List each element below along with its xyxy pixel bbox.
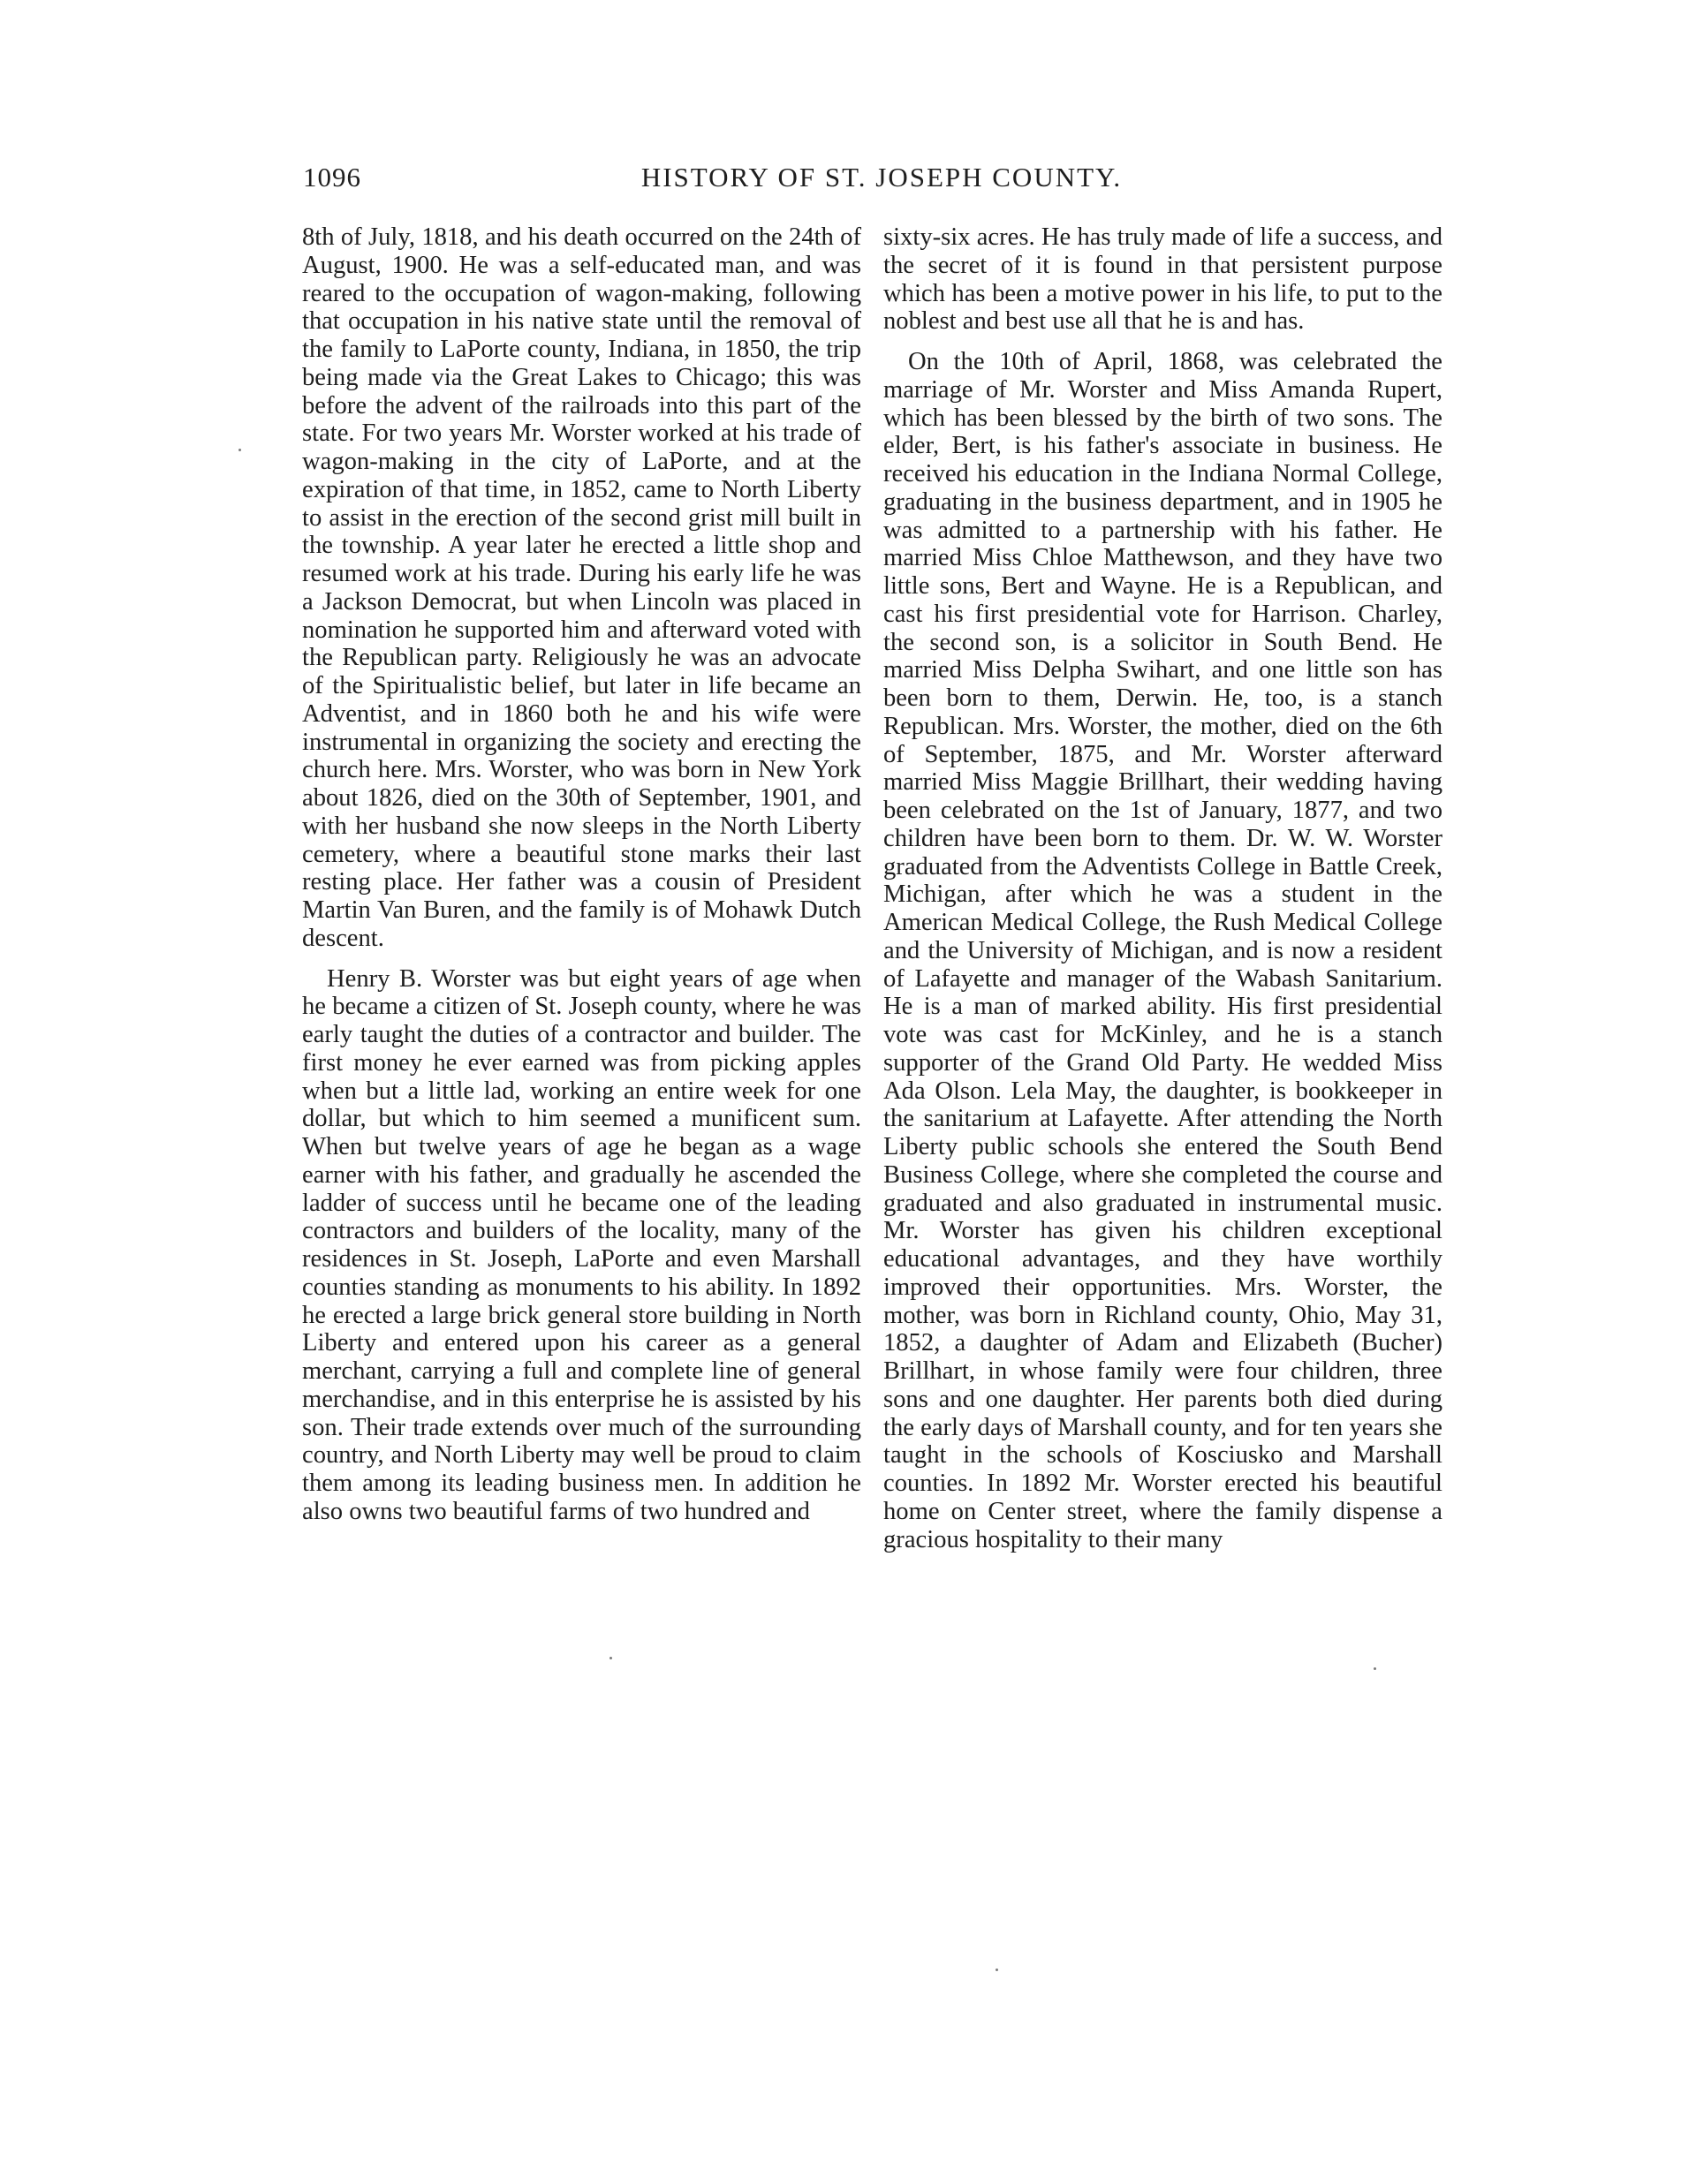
page-header: [303, 162, 1425, 202]
page-number: 1096: [303, 162, 361, 193]
left-column: [302, 223, 861, 1526]
left-paragraph-1: 8th of July, 1818, and his death occurred on the 24th of August, 1900. He was a self-educated man, and was reared to the occupation of wagon-making, following that occupation in his native state until the removal of the family to LaPorte county, Indiana, in 1850, the trip being made via the Great Lakes to Chicago; this was before the advent of the railroads into this part of the state. For two years Mr. Worster worked at his trade of wagon-making in the city of LaPorte, and at the expiration of that time, in 1852, came to North Liberty to assist in the erection of the second grist mill built in the township. A year later he erected a little shop and resumed work at his trade. During his early life he was a Jackson Democrat, but when Lincoln was placed in nomination he supported him and afterward voted with the Republican party. Religiously he was an advocate of the Spiritualistic belief, but later in life became an Adventist, and in 1860 both he and his wife were instrumental in organizing the society and erecting the church here. Mrs. Worster, who was born in New York about 1826, died on the 30th of September, 1901, and with her husband she now sleeps in the North Liberty cemetery, where a beautiful stone marks their last resting place. Her father was a cousin of President Martin Van Buren, and the family is of Mohawk Dutch descent.: [302, 223, 861, 952]
paper-speck: [1374, 1667, 1376, 1670]
running-title: HISTORY OF ST. JOSEPH COUNTY.: [640, 162, 1123, 193]
left-paragraph-2: Henry B. Worster was but eight years of age when he became a citizen of St. Joseph county, where he was early taught the duties of a contractor and builder. The first money he ever earned was from picking apples when but a little lad, working an entire week for one dollar, but which to him seemed a munificent sum. When but twelve years of age he began as a wage earner with his father, and gradually he ascended the ladder of success until he became one of the leading contractors and builders of the locality, many of the residences in St. Joseph, LaPorte and even Marshall counties standing as monuments to his ability. In 1892 he erected a large brick general store building in North Liberty and entered upon his career as a general merchant, carrying a full and complete line of general merchandise, and in this enterprise he is assisted by his son. Their trade extends over much of the surrounding country, and North Liberty may well be proud to claim them among its leading business men. In addition he also owns two beautiful farms of two hundred and: [302, 964, 861, 1525]
paper-speck: [996, 1969, 998, 1971]
right-paragraph-1: sixty-six acres. He has truly made of life a success, and the secret of it is found in that persistent purpose which has been a motive power in his life, to put to the noblest and best use all that he is and has.: [883, 223, 1442, 336]
paper-speck: [238, 449, 241, 451]
right-paragraph-2: On the 10th of April, 1868, was celebrated the marriage of Mr. Worster and Miss Amanda Rupert, which has been blessed by the birth of two sons. The elder, Bert, is his father's associate in business. He received his education in the Indiana Normal College, graduating in the business department, and in 1905 he was admitted to a partnership with his father. He married Miss Chloe Matthewson, and they have two little sons, Bert and Wayne. He is a Republican, and cast his first presidential vote for Harrison. Charley, the second son, is a solicitor in South Bend. He married Miss Delpha Swihart, and one little son has been born to them, Derwin. He, too, is a stanch Republican. Mrs. Worster, the mother, died on the 6th of September, 1875, and Mr. Worster afterward married Miss Maggie Brillhart, their wedding having been celebrated on the 1st of January, 1877, and two children have been born to them. Dr. W. W. Worster graduated from the Adventists College in Battle Creek, Michigan, after which he was a student in the American Medical College, the Rush Medical College and the University of Michigan, and is now a resident of Lafayette and manager of the Wabash Sanitarium. He is a man of marked ability. His first presidential vote was cast for McKinley, and he is a stanch supporter of the Grand Old Party. He wedded Miss Ada Olson. Lela May, the daughter, is bookkeeper in the sanitarium at Lafayette. After attending the North Liberty public schools she entered the South Bend Business College, where she completed the course and graduated and also graduated in instrumental music. Mr. Worster has given his children exceptional educational advantages, and they have worthily improved their opportunities. Mrs. Worster, the mother, was born in Richland county, Ohio, May 31, 1852, a daughter of Adam and Elizabeth (Bucher) Brillhart, in whose family were four children, three sons and one daughter. Her parents both died during the early days of Marshall county, and for ten years she taught in the schools of Kosciusko and Marshall counties. In 1892 Mr. Worster erected his beautiful home on Center street, where the family dispense a gracious hospitality to their many: [883, 348, 1442, 1553]
right-column: [883, 223, 1442, 1553]
paper-speck: [610, 1657, 612, 1659]
